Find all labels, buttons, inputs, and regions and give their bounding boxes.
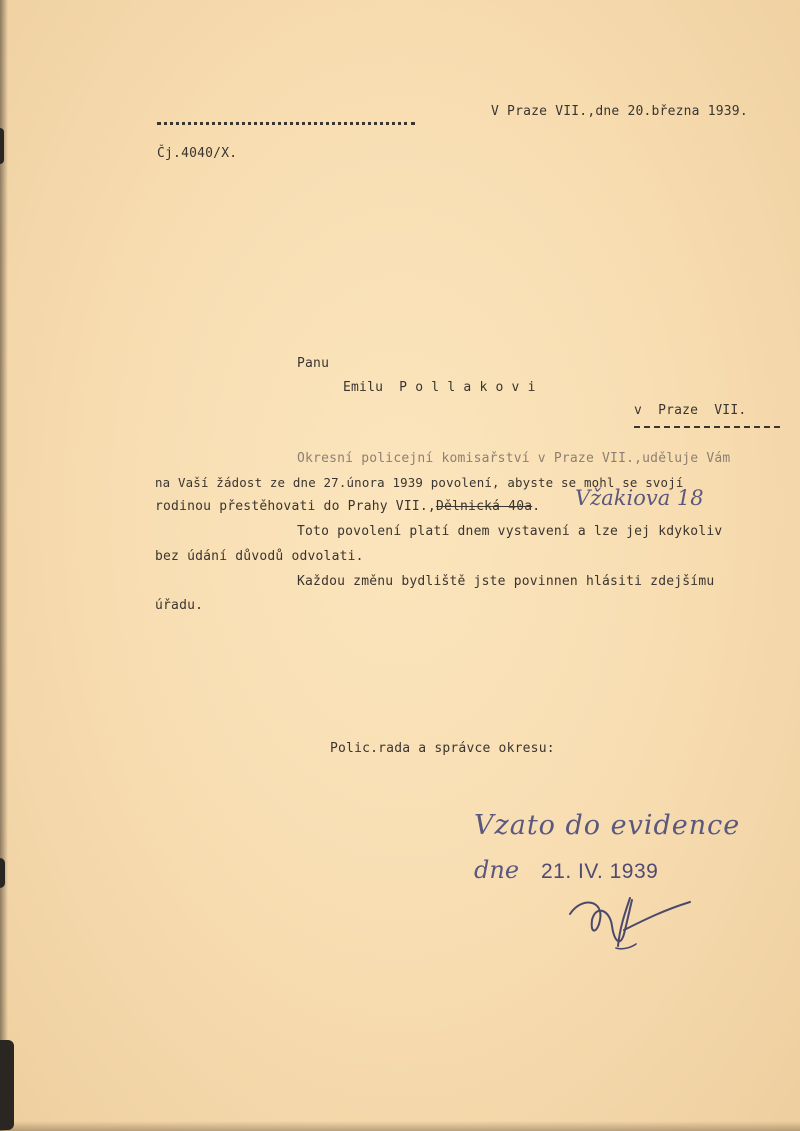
paper-bottom-shadow xyxy=(0,1121,800,1131)
reference-number: Čj.4040/X. xyxy=(157,146,238,161)
recipient-name: Emilu P o l l a k o v i xyxy=(343,380,536,395)
recipient-city: v Praze VII. xyxy=(634,403,747,418)
body-line-3-prefix: rodinou přestěhovati do Prahy VII., xyxy=(155,499,436,514)
handwritten-address: Vžakiova 18 xyxy=(575,486,704,510)
body-line-1: Okresní policejní komisařství v Praze VII.,uděluje Vám xyxy=(297,451,731,466)
body-line-3-suffix: . xyxy=(532,499,541,514)
struck-address: Dělnická 40a xyxy=(435,499,533,514)
body-line-2: na Vaší žádost ze dne 27.února 1939 povolení, abyste se mohl se svojí xyxy=(155,475,684,490)
body-line-3 xyxy=(155,499,540,515)
date-stamp: 21. IV. 1939 xyxy=(541,860,659,883)
signature xyxy=(560,886,700,956)
paper-edge-damage xyxy=(0,128,4,164)
handwritten-dne: dne xyxy=(474,856,520,884)
body-line-4: Toto povolení platí dnem vystavení a lze jej kdykoliv xyxy=(297,524,723,539)
paper-edge-damage xyxy=(0,1040,14,1130)
dashed-underline xyxy=(634,424,780,428)
body-line-5: bez údání důvodů odvolati. xyxy=(155,549,364,564)
body-line-6: Každou změnu bydliště jste povinnen hlásiti zdejšímu xyxy=(297,574,715,589)
signatory-title: Polic.rada a správce okresu: xyxy=(330,741,555,756)
dotted-line xyxy=(157,118,415,125)
paper-edge-shadow xyxy=(0,0,8,1131)
handwritten-note: Vzato do evidence xyxy=(474,810,741,841)
paper-edge-damage xyxy=(0,858,5,888)
place-date: V Praze VII.,dne 20.března 1939. xyxy=(491,104,748,119)
salutation: Panu xyxy=(297,356,330,371)
body-line-7: úřadu. xyxy=(155,598,204,613)
